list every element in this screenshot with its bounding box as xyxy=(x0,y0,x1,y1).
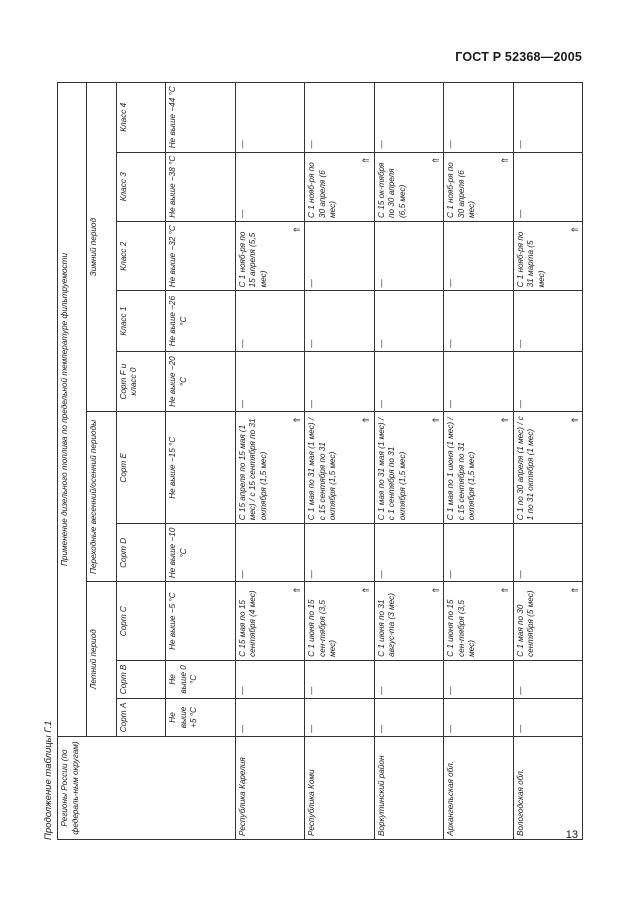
arrow-up-icon: ⇑ xyxy=(361,586,372,595)
empty-cell xyxy=(305,221,374,290)
col-header-temp: Не выше −32 °С xyxy=(166,221,235,290)
period-cell xyxy=(513,582,582,660)
period-cell xyxy=(444,582,513,660)
empty-cell xyxy=(513,83,582,153)
col-header-sort: Сорт B xyxy=(116,660,165,698)
empty-cell xyxy=(444,221,513,290)
empty-cell xyxy=(235,351,304,411)
cell-text: — xyxy=(376,400,386,409)
arrow-up-icon: ⇑ xyxy=(430,586,441,595)
cell-text: — xyxy=(307,686,317,695)
empty-cell xyxy=(305,83,374,153)
period-cell xyxy=(305,412,374,524)
col-header-sort: Класс 1 xyxy=(116,291,165,351)
table-row xyxy=(374,83,443,840)
header-row-periods xyxy=(87,83,116,840)
period-cell xyxy=(305,582,374,660)
empty-cell xyxy=(444,524,513,582)
empty-cell xyxy=(374,660,443,698)
table-row xyxy=(444,83,513,840)
cell-text: — xyxy=(307,724,317,733)
cell-text: — xyxy=(515,339,525,348)
period-cell xyxy=(374,412,443,524)
empty-cell xyxy=(513,351,582,411)
cell-text: — xyxy=(446,570,456,579)
cell-text: — xyxy=(446,339,456,348)
table-row xyxy=(513,83,582,840)
empty-cell xyxy=(305,698,374,736)
arrow-up-icon: ⇑ xyxy=(291,586,302,595)
empty-cell xyxy=(305,291,374,351)
col-header-sort: Класс 4 xyxy=(116,83,165,153)
empty-cell xyxy=(513,524,582,582)
header-row-temps xyxy=(166,83,235,840)
arrow-up-icon: ⇑ xyxy=(430,156,441,165)
cell-text: С 1 мая по 30 сентября (5 мес) xyxy=(515,590,536,657)
cell-text: С 1 июня по 15 сен-тября (3,5 мес) xyxy=(446,599,477,657)
cell-text: С 1 нояб-ря по 30 апреля (6 мес) xyxy=(307,162,338,218)
empty-cell xyxy=(235,291,304,351)
cell-text: С 15 апреля по 15 мая (1 мес) / с 15 сентября по 31 октября (1,5 мес) xyxy=(237,418,268,521)
cell-text: — xyxy=(515,400,525,409)
cell-text: — xyxy=(515,724,525,733)
cell-text: С 1 нояб-ря по 30 апреля (6 мес) xyxy=(446,162,477,218)
arrow-up-icon: ⇑ xyxy=(361,156,372,165)
cell-text: — xyxy=(515,209,525,218)
empty-cell xyxy=(374,524,443,582)
col-header-sort: Сорт C xyxy=(116,582,165,660)
cell-text: С 1 по 30 апреля (1 мес) / с 1 по 31 октября (1 мес) xyxy=(515,416,536,521)
col-header-temp: Не выше −44 °С xyxy=(166,83,235,153)
cell-text: — xyxy=(237,686,247,695)
cell-text: — xyxy=(376,339,386,348)
cell-text: — xyxy=(307,279,317,288)
cell-text: — xyxy=(515,686,525,695)
col-header-transition: Переходные весенний/осенний периоды xyxy=(87,412,116,582)
empty-cell xyxy=(305,660,374,698)
cell-text: — xyxy=(515,140,525,149)
empty-cell xyxy=(374,291,443,351)
arrow-up-icon: ⇑ xyxy=(361,416,372,424)
rotated-table-container xyxy=(41,82,583,840)
cell-text: — xyxy=(237,570,247,579)
empty-cell xyxy=(374,698,443,736)
empty-cell xyxy=(513,698,582,736)
empty-cell xyxy=(235,152,304,221)
col-header-sort: Сорт F и класс 0 xyxy=(116,351,165,411)
col-header-temp: Не выше 0 °С xyxy=(166,660,235,698)
cell-text: С 1 нояб-ря по 15 апреля (5,5 мес) xyxy=(237,231,268,288)
cell-text: С 1 нояб-ря по 31 марта (5 мес) xyxy=(515,231,546,288)
empty-cell xyxy=(444,291,513,351)
cell-text: С 15 ок-тября по 30 апреля (6,5 мес) xyxy=(376,162,407,218)
cell-text: С 1 мая по 31 мая (1 мес) / с 1 сентября по 31 октября (1,5 мес) xyxy=(376,417,407,521)
cell-text: — xyxy=(237,140,247,149)
arrow-up-icon: ⇑ xyxy=(291,225,302,234)
cell-text: — xyxy=(307,140,317,149)
page-number: 13 xyxy=(565,829,578,841)
region-cell: Республика Коми xyxy=(305,736,374,839)
fuel-application-table xyxy=(57,82,583,840)
col-header-temp: Не выше −38 °С xyxy=(166,152,235,221)
cell-text: С 1 мая по 1 июня (1 мес) / с 15 сентября по 31 октября (1,5 мес) xyxy=(446,417,477,521)
cell-text: — xyxy=(376,724,386,733)
period-cell xyxy=(374,152,443,221)
col-header-temp: Не выше +5 °С xyxy=(166,698,235,736)
col-header-temp: Не выше −5 °С xyxy=(166,582,235,660)
period-cell xyxy=(444,412,513,524)
cell-text: — xyxy=(446,686,456,695)
cell-text: — xyxy=(376,686,386,695)
cell-text: — xyxy=(446,279,456,288)
arrow-up-icon: ⇑ xyxy=(291,416,302,424)
col-header-temp: Не выше −10 °С xyxy=(166,524,235,582)
period-cell xyxy=(513,412,582,524)
cell-text: — xyxy=(446,140,456,149)
region-cell: Воркутинский район xyxy=(374,736,443,839)
col-header-sort: Сорт A xyxy=(116,698,165,736)
empty-cell xyxy=(513,291,582,351)
col-header-temp: Не выше −26 °С xyxy=(166,291,235,351)
col-header-temp: Не выше −20 °С xyxy=(166,351,235,411)
period-cell xyxy=(374,582,443,660)
period-cell xyxy=(513,221,582,290)
col-header-group: Применение дизельного топлива по предельной температуре фильтруемости xyxy=(58,83,87,737)
cell-text: — xyxy=(307,339,317,348)
cell-text: — xyxy=(446,724,456,733)
arrow-up-icon: ⇑ xyxy=(500,586,511,595)
header-row-sorts xyxy=(116,83,165,840)
col-header-region: Регионы России (по федераль-ным округам) xyxy=(58,736,236,839)
region-cell: Вологодская обл. xyxy=(513,736,582,839)
empty-cell xyxy=(374,221,443,290)
col-header-temp: Не выше −15 °С xyxy=(166,412,235,524)
period-cell xyxy=(305,152,374,221)
empty-cell xyxy=(374,351,443,411)
arrow-up-icon: ⇑ xyxy=(500,156,511,165)
empty-cell xyxy=(444,698,513,736)
cell-text: — xyxy=(237,339,247,348)
period-cell xyxy=(444,152,513,221)
period-cell xyxy=(235,221,304,290)
cell-text: — xyxy=(376,279,386,288)
col-header-summer: Летний период xyxy=(87,582,116,737)
standard-number: ГОСТ Р 52368—2005 xyxy=(455,50,582,64)
empty-cell xyxy=(235,83,304,153)
arrow-up-icon: ⇑ xyxy=(569,586,580,595)
empty-cell xyxy=(444,351,513,411)
period-cell xyxy=(235,582,304,660)
cell-text: — xyxy=(376,140,386,149)
empty-cell xyxy=(444,83,513,153)
cell-text: — xyxy=(515,570,525,579)
table-caption: Продолжение таблицы Г.1 xyxy=(43,720,54,840)
empty-cell xyxy=(235,660,304,698)
col-header-winter: Зимний период xyxy=(87,83,116,412)
empty-cell xyxy=(235,524,304,582)
arrow-up-icon: ⇑ xyxy=(500,416,511,424)
arrow-up-icon: ⇑ xyxy=(569,225,580,234)
cell-text: С 1 июня по 15 сен-тября (3,5 мес) xyxy=(307,599,338,657)
cell-text: — xyxy=(237,209,247,218)
cell-text: — xyxy=(237,400,247,409)
region-cell: Республика Карелия xyxy=(235,736,304,839)
period-cell xyxy=(235,412,304,524)
empty-cell xyxy=(235,698,304,736)
cell-text: — xyxy=(307,570,317,579)
empty-cell xyxy=(444,660,513,698)
col-header-sort: Сорт D xyxy=(116,524,165,582)
arrow-up-icon: ⇑ xyxy=(569,416,580,424)
empty-cell xyxy=(374,83,443,153)
table-row xyxy=(235,83,304,840)
empty-cell xyxy=(513,660,582,698)
cell-text: — xyxy=(376,570,386,579)
cell-text: — xyxy=(446,400,456,409)
table-row xyxy=(305,83,374,840)
empty-cell xyxy=(305,524,374,582)
cell-text: — xyxy=(307,400,317,409)
col-header-sort: Сорт E xyxy=(116,412,165,524)
cell-text: С 1 мая по 31 мая (1 мес) / с 15 сентября по 31 октября (1,5 мес) xyxy=(307,417,338,521)
region-cell: Архангельская обл. xyxy=(444,736,513,839)
cell-text: — xyxy=(237,724,247,733)
cell-text: С 1 июня по 31 авгус-та (3 мес) xyxy=(376,593,397,657)
header-row-group xyxy=(58,83,87,840)
table-body xyxy=(235,83,582,840)
cell-text: С 15 мая по 15 сентября (4 мес) xyxy=(237,590,258,657)
empty-cell xyxy=(305,351,374,411)
empty-cell xyxy=(513,152,582,221)
arrow-up-icon: ⇑ xyxy=(430,416,441,424)
col-header-sort: Класс 3 xyxy=(116,152,165,221)
col-header-sort: Класс 2 xyxy=(116,221,165,290)
